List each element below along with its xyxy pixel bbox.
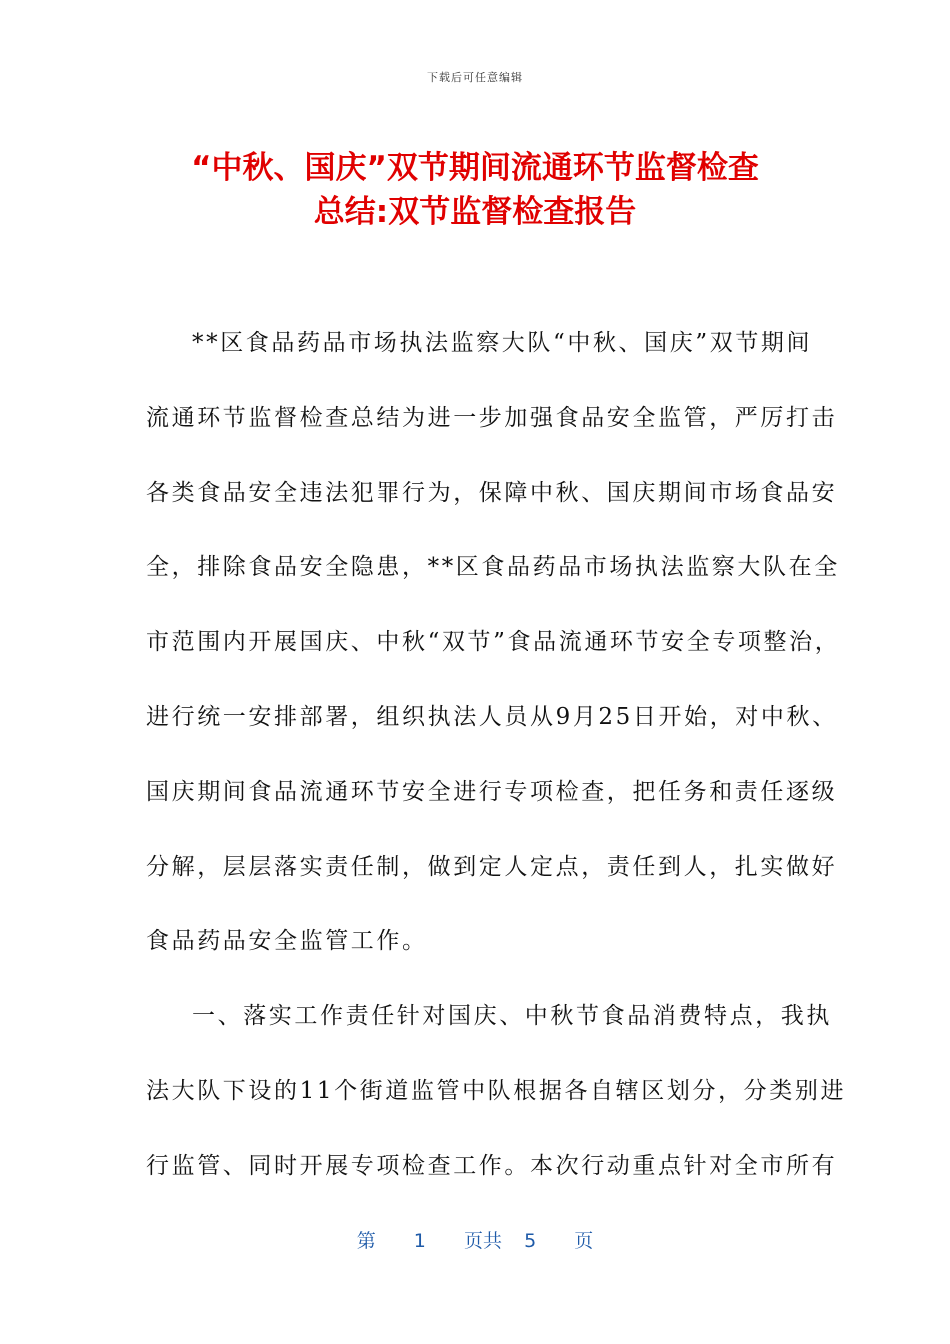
paragraph-line: 国庆期间食品流通环节安全进行专项检查，把任务和责任逐级	[146, 778, 838, 805]
download-note: 下载后可任意编辑	[427, 71, 523, 84]
paragraph-line: 食品药品安全监管工作。	[146, 928, 428, 955]
paragraph-line: 行监管、同时开展专项检查工作。本次行动重点针对全市所有	[146, 1152, 838, 1179]
paragraph-line: 分解，层层落实责任制，做到定人定点，责任到人，扎实做好	[146, 853, 838, 880]
paragraph-line: 全，排除食品安全隐患，**区食品药品市场执法监察大队在全	[146, 554, 840, 581]
paragraph-line: 市范围内开展国庆、中秋“双节”食品流通环节安全专项整治，	[146, 629, 841, 656]
footer-prefix: 第	[356, 1230, 376, 1252]
paragraph-line: 各类食品安全违法犯罪行为，保障中秋、国庆期间市场食品安	[146, 479, 838, 506]
current-page-number: 1	[413, 1230, 426, 1252]
page-footer	[0, 1226, 950, 1253]
document-title	[140, 146, 810, 234]
title-line-2: 总结:双节监督检查报告	[313, 194, 637, 230]
paragraph-line: 流通环节监督检查总结为进一步加强食品安全监管，严厉打击	[146, 404, 838, 431]
paragraph-line: 法大队下设的11个街道监管中队根据各自辖区划分，分类别进	[146, 1077, 847, 1104]
body-text	[146, 323, 847, 1221]
footer-middle: 页共	[463, 1230, 502, 1252]
paragraph-line: 一、落实工作责任针对国庆、中秋节食品消费特点，我执	[192, 1003, 832, 1030]
paragraph-line: **区食品药品市场执法监察大队“中秋、国庆”双节期间	[192, 330, 813, 356]
footer-suffix: 页	[574, 1230, 594, 1252]
title-line-1: “中秋、国庆”双节期间流通环节监督检查	[191, 150, 759, 186]
total-pages-number: 5	[524, 1230, 537, 1252]
paragraph-line: 进行统一安排部署，组织执法人员从9月25日开始，对中秋、	[146, 703, 838, 730]
